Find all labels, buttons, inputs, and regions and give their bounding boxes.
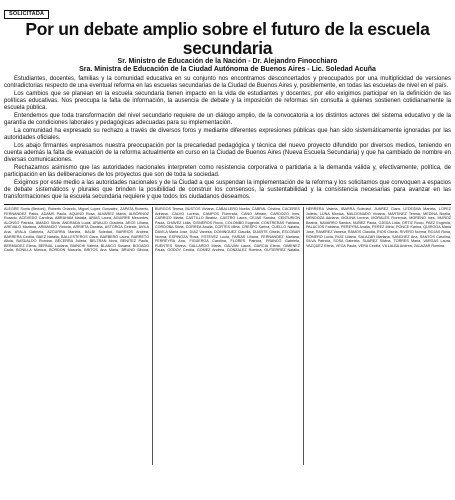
letter-body bbox=[4, 76, 451, 201]
signatories-list: ALEGRE Sonia (Bertoni), Roberto Orlando, Miguel Lopez Gonzalez, ZAPATA Roberto, FERNANDEZ Pablo, ADAMS Paula, AQUINO Rosa, ALVAREZ Marta, ALBORNOZ Rosario, ACEVEDO Carolina, ABRAHAM Natalia, ARIAS Laura, AGUIRRE Mercedes, ALONSO Patricia, AMADO Silvia, ANDRADA Lucia, ARAUJO Graciela, ARCE Liliana, AREVALO Mariana, ARMANDO Victoria, ARRIETA Daniela, ASTORGA Celeste, AVILA Ana, AYALA Gabriela, AZCURRA Mariela, BALBI Soledad, BARRIOS Andrea, BARRERA Cecilia, BAEZ Natalia, BALLESTEROS Clara, BARBERO Laura, BARRETO Alicia, BASUALDO Romina, BECERRA Julieta, BELTRAN Nora, BENITEZ Paula, BERMUDEZ Elena, BERNAL Luciana, BIANCHI Valeria, BLANCO Susana, BOGADO Carla, BONILLA Monica, BORDON Marcela, BRITOS Ana Maria, BRUNO Silvina, BURGOS Teresa, BUSTOS Viviana, CABALLERO Noelia, CABRAL Cristina, CACERES Adriana, CALVO Lorena, CAMPOS Florencia, CANO Miriam, CARDOZO Ines, CARRIZO Marta, CASTILLO Beatriz, CASTRO Laura, CEJAS Sandra, CENTURION Paola, CHAVEZ Lidia, CISNEROS Rocio, COLOMBO Eugenia, CONTRERAS Fabiana, CORDOBA Silvia, CORREA Analia, CORTES Mirta, CRESPO Karina, CUELLO Natalia, DAVILA Maria Jose, DIAZ Vanesa, DOMINGUEZ Claudia, DUARTE Gisela, ESCOBAR Norma, ESPINOZA Rosa, ESTEVEZ Lucia, FARIAS Liliana, FERNANDEZ Mariana, FERREYRA Ana, FIGUEROA Carolina, FLORES Patricia, FRANCO Gabriela, FUENTES Silvina, GALLARDO Maria, GALVAN Laura, GARCIA Elena, GIMENEZ Paula, GODOY Cecilia, GOMEZ Andrea, GONZALEZ Romina, GUTIERREZ Natalia, HERRERA Valeria, IBARRA Soledad, JUAREZ Clara, LEDESMA Mariela, LOPEZ Julieta, LUNA Monica, MALDONADO Viviana, MARTINEZ Teresa, MEDINA Noelia, MENDOZA Adriana, MOLINA Lorena, MORALES Florencia, MORENO Ines, MUÑOZ Beatriz, NAVARRO Sandra, NUÑEZ Paola, OJEDA Lidia, ORTIZ Rocio, PAEZ Eugenia, PALACIOS Fabiana, PEREYRA Analia, PEREZ Mirta, PONCE Karina, QUIROGA Maria Jose, RAMIREZ Vanesa, RAMOS Claudia, RIOS Gisela, RIVERO Norma, ROJAS Rosa, ROMERO Lucia, RUIZ Liliana, SALAZAR Mariana, SANCHEZ Ana, SANTOS Carolina, SILVA Patricia, SOSA Gabriela, SUAREZ Silvina, TORRES Maria, VARGAS Laura, VAZQUEZ Elena, VEGA Paula, VERA Cecilia, VILLALBA Andrea, ZALAZAR Romina. bbox=[4, 207, 451, 253]
solicitada-tag: SOLICITADA bbox=[4, 10, 49, 19]
paragraph: Exigimos por este medio a las autoridades nacionales y de la Ciudad a que suspendan la implementación de la reforma y los solicitamos que convoquen a espacios de debate sistemáticos y plurales que brinden la posibilidad de construir los consensos, la sustentabilidad y la consistencia necesarias para avanzar en las transformaciones que la escuela secundaria requiere y que todos los ciudadanos deseamos. bbox=[4, 180, 451, 200]
paragraph: Los abajo firmantes expresamos nuestra preocupación por la precariedad pedagógica y técnica del nuevo proyecto difundido por diversos medios, teniendo en cuenta además la falta de evaluación de la reforma actualmente en curso en la Ciudad de Buenos Aires (Nueva Escuela Secundaria) y que ha cambiado de nombre en diversas comunicaciones. bbox=[4, 143, 451, 163]
section-divider bbox=[4, 204, 451, 205]
paragraph: Los cambios que se planean en la escuela secundaria tienen impacto en la vida de estudiantes y docentes, por ello exigimos participar en la definición de las políticas educativas. Nos preocupa la falta de información, la ausencia de debate y la imposición de reformas sin consulta a quienes sostienen cotidianamente la escuela pública. bbox=[4, 91, 451, 111]
paragraph: Estudiantes, docentes, familias y la comunidad educativa en su conjunto nos encontramos desconcertados y preocupados por una multiplicidad de versiones contradictorias respecto de una eventual reforma en las escuelas secundarias de la Ciudad de Buenos Aires y, posiblemente, en todas las escuelas de nivel en el país. bbox=[4, 76, 451, 89]
addressee-national: Sr. Ministro de Educación de la Nación - Dr. Alejandro Finocchiaro bbox=[117, 58, 338, 65]
paragraph: Rechazamos asimismo que las autoridades nacionales interpreten como resistencia corporativa o partidaria a la demanda válida y, efectivamente, política, de participación en las deliberaciones de los proyectos que son de toda la sociedad. bbox=[4, 165, 451, 178]
headline: Por un debate amplio sobre el futuro de la escuela secundaria bbox=[25, 19, 430, 58]
paragraph: Entendemos que toda transformación del nivel secundario requiere de un diálogo amplio, de la convocatoria a los distintos actores del sistema educativo y de la garantía de condiciones laborales y pedagógicas adecuadas para su implementación. bbox=[4, 113, 451, 126]
addressee-city: Sra. Ministra de Educación de la Ciudad Autónoma de Buenos Aires - Lic. Soledad Acuña bbox=[79, 66, 376, 73]
paragraph: La comunidad ha expresado su rechazo a través de diversos foros y mediante diferentes expresiones públicas que han sido sistemáticamente ignoradas por las autoridades oficiales. bbox=[4, 128, 451, 141]
